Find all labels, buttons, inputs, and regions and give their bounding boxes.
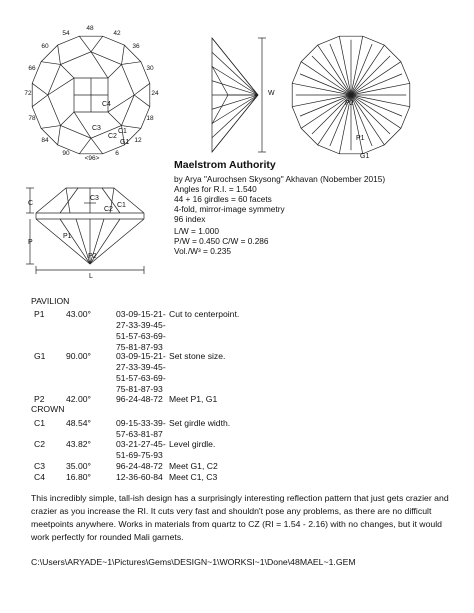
crown-facet-edge xyxy=(134,95,150,107)
crown-facet-edge xyxy=(41,62,60,65)
side-facet-edge xyxy=(212,38,258,95)
info-line: 4-fold, mirror-image symmetry xyxy=(174,204,285,214)
facet-label-c3: C3 xyxy=(92,125,101,132)
crown-index-label: 36 xyxy=(132,43,140,50)
side-facet-edge xyxy=(212,95,258,138)
crown-facet-edge xyxy=(134,83,150,95)
crown-facet-edge xyxy=(60,188,78,213)
crown-index-label: 84 xyxy=(41,137,49,144)
facet-angle: 43.82° xyxy=(66,439,91,449)
pavilion-view-diagram xyxy=(292,36,410,154)
facet-label-g1: G1 xyxy=(360,153,370,160)
pavilion-facet-edge xyxy=(60,219,90,264)
crown-index-label: 18 xyxy=(146,115,154,122)
crown-facet-edge xyxy=(108,112,122,126)
info-line: L/W = 1.000 xyxy=(174,226,219,236)
diagram-area xyxy=(0,0,474,300)
crown-index-label: 6 xyxy=(115,150,119,157)
crown-index-label: 66 xyxy=(28,65,36,72)
crown-facet-edge xyxy=(91,138,103,154)
index-line: 27-33-39-45- xyxy=(116,320,166,330)
side-facet-edge xyxy=(212,81,258,95)
design-title: Maelstrom Authority xyxy=(174,159,276,171)
facet-name: C1 xyxy=(34,418,45,428)
index-line: 27-33-39-45- xyxy=(116,362,166,372)
crown-index-label: 48 xyxy=(86,25,94,32)
crown-index-label: 12 xyxy=(134,137,142,144)
crown-facet-edge xyxy=(48,78,74,95)
facet-label-c1: C1 xyxy=(117,202,126,209)
index-line: 96-24-48-72 xyxy=(116,461,163,471)
index-line: 75-81-87-93 xyxy=(116,342,163,352)
crown-facet-edge xyxy=(32,83,48,95)
crown-facet-edge xyxy=(91,52,108,78)
facet-note: Meet C1, C3 xyxy=(169,472,218,482)
facet-note: Meet G1, C2 xyxy=(169,461,218,471)
facet-label-c4: C4 xyxy=(102,101,111,108)
author-line: by Arya "Aurochsen Skysong" Akhavan (Nobember 2015) xyxy=(174,174,386,184)
crown-facet-edge xyxy=(58,126,61,145)
crown-facet-edge xyxy=(122,45,125,64)
crown-facet-edge xyxy=(108,95,134,112)
crown-index-label: 90 xyxy=(62,150,70,157)
side-facet-edge xyxy=(212,52,258,95)
crown-facet-edge xyxy=(60,64,74,78)
crown-view-diagram xyxy=(32,36,150,154)
facet-label-g1: G1 xyxy=(120,139,130,146)
crown-index-label: 42 xyxy=(113,30,121,37)
facet-label-c1: C1 xyxy=(118,128,127,135)
index-line: 96-24-48-72 xyxy=(116,394,163,404)
facet-name: C3 xyxy=(34,461,45,471)
pavilion-main-edge xyxy=(351,56,390,95)
facet-angle: 42.00° xyxy=(66,394,91,404)
crown-index-label: <96> xyxy=(84,155,100,162)
crown-facet-edge xyxy=(58,45,61,64)
crown-facet-edge xyxy=(79,36,91,52)
dim-label-p: P xyxy=(28,239,33,246)
crown-index-label: 54 xyxy=(62,30,70,37)
crown-index-label: 78 xyxy=(28,115,36,122)
facet-index-list xyxy=(116,472,163,483)
facet-angle: 16.80° xyxy=(66,472,91,482)
side-view-diagram xyxy=(212,38,266,152)
index-line: 51-57-63-69- xyxy=(116,373,166,383)
crown-facet-edge xyxy=(41,126,60,129)
index-line: 12-36-60-84 xyxy=(116,472,163,482)
facet-index-list xyxy=(116,394,163,405)
crown-index-label: 60 xyxy=(41,43,49,50)
facet-label-p1: P1 xyxy=(63,233,72,240)
crown-facet-edge xyxy=(79,138,91,154)
index-line: 09-15-33-39- xyxy=(116,418,166,428)
crown-facet-edge xyxy=(32,95,48,107)
facet-label-c2: C2 xyxy=(104,206,113,213)
side-facet-edge xyxy=(212,95,228,124)
crown-facet-edge xyxy=(122,62,141,65)
index-line: 51-57-63-69- xyxy=(116,331,166,341)
facet-note: Cut to centerpoint. xyxy=(169,309,240,319)
crown-facet-edge xyxy=(74,112,91,138)
pavilion-main-edge xyxy=(351,95,390,134)
crown-facet-edge xyxy=(108,64,122,78)
file-path: C:\Users\ARYADE~1\Pictures\Gems\DESIGN~1\WORKSI~1\Done\48MAEL~1.GEM xyxy=(31,557,356,567)
facet-label-p2: P2 xyxy=(88,253,97,260)
facet-index-list xyxy=(116,351,166,395)
index-line: 03-09-15-21- xyxy=(116,309,166,319)
dim-label-l: L xyxy=(89,273,93,280)
side-facet-edge xyxy=(212,66,228,95)
facet-label-p1: P1 xyxy=(356,135,365,142)
facet-note: Set girdle width. xyxy=(169,418,231,428)
facet-index-list xyxy=(116,461,163,472)
crown-index-label: 24 xyxy=(151,90,159,97)
info-line: P/W = 0.450 C/W = 0.286 xyxy=(174,236,269,246)
crown-heading: CROWN xyxy=(31,404,65,414)
design-description: This incredibly simple, tall-ish design has a surprisingly interesting reflection pattern that just gets crazier and crazier as you increase the RI. It cuts very fast and shouldn't pose any problems, as there are no difficult meetpoints anywhere. Works in materials from quartz to CZ (RI = 1.54 - 2.16) with no changes, but it would work perfectly for rounded Mali garnets. xyxy=(31,493,449,542)
side-width-label: W xyxy=(268,90,275,97)
index-line: 57-63-81-87 xyxy=(116,429,163,439)
facet-index-list xyxy=(116,418,166,440)
facet-index-list xyxy=(116,309,166,353)
facet-label-p2: P2 xyxy=(345,100,354,107)
facet-angle: 90.00° xyxy=(66,351,91,361)
side-facet-edge xyxy=(212,95,258,152)
pavilion-heading: PAVILION xyxy=(31,296,70,306)
info-line: Angles for R.I. = 1.540 xyxy=(174,184,257,194)
info-line: Vol./W³ = 0.235 xyxy=(174,246,231,256)
index-line: 03-09-15-21- xyxy=(116,351,166,361)
index-line: 75-81-87-93 xyxy=(116,384,163,394)
index-line: 03-21-27-45- xyxy=(116,439,166,449)
index-line: 51-69-75-93 xyxy=(116,450,163,460)
side-facet-edge xyxy=(212,95,258,124)
dim-label-c: C xyxy=(28,200,34,207)
facet-name: C2 xyxy=(34,439,45,449)
facet-angle: 48.54° xyxy=(66,418,91,428)
facet-index-list xyxy=(116,439,166,461)
side-facet-edge xyxy=(212,95,258,109)
crown-facet-edge xyxy=(91,36,103,52)
facet-angle: 35.00° xyxy=(66,461,91,471)
facet-note: Set stone size. xyxy=(169,351,226,361)
facet-angle: 43.00° xyxy=(66,309,91,319)
facet-note: Meet P1, G1 xyxy=(169,394,218,404)
facet-note: Level girdle. xyxy=(169,439,216,449)
facet-name: P1 xyxy=(34,309,45,319)
facet-name: P2 xyxy=(34,394,45,404)
crown-index-label: 30 xyxy=(146,65,154,72)
crown-index-label: 72 xyxy=(24,90,32,97)
facet-label-c3: C3 xyxy=(90,195,99,202)
facet-name: G1 xyxy=(34,351,46,361)
pavilion-main-edge xyxy=(312,56,351,95)
profile-view-diagram xyxy=(26,188,144,274)
info-line: 96 index xyxy=(174,214,206,224)
facet-label-c2: C2 xyxy=(108,133,117,140)
side-facet-edge xyxy=(212,67,258,96)
crown-facet-edge xyxy=(60,112,74,126)
info-line: 44 + 16 girdles = 60 facets xyxy=(174,194,272,204)
facet-name: C4 xyxy=(34,472,45,482)
